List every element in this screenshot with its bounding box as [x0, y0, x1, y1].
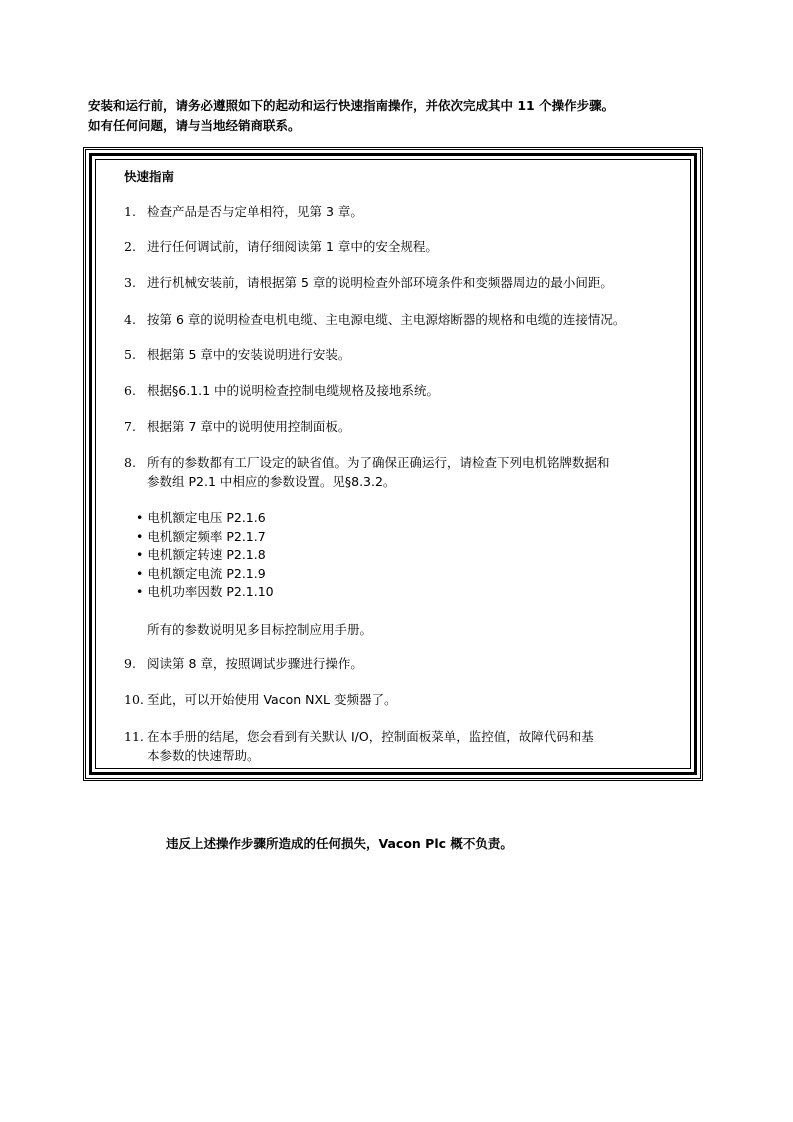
- disclaimer: 违反上述操作步骤所造成的任何损失，Vacon Plc 概不负责。: [166, 836, 513, 851]
- bullet-text: 电机额定电流 P2.1.9: [147, 565, 266, 581]
- step-number: 5.: [124, 347, 136, 362]
- step-number: 11.: [124, 729, 144, 744]
- parameter-bullet: [136, 565, 266, 583]
- parameter-bullet: [136, 509, 266, 527]
- step-number: 8.: [124, 455, 136, 470]
- step-text: 根据§6.1.1 中的说明检查控制电缆规格及接地系统。: [147, 383, 440, 398]
- guide-title: 快速指南: [124, 169, 175, 184]
- bullet-icon: •: [136, 528, 148, 544]
- bullet-text: 电机功率因数 P2.1.10: [147, 584, 274, 600]
- step-text: 所有的参数都有工厂设定的缺省值。为了确保正确运行，请检查下列电机铭牌数据和: [147, 455, 610, 470]
- bullet-icon: •: [136, 510, 148, 525]
- step-number: 4.: [124, 312, 136, 327]
- step-text: 进行任何调试前，请仔细阅读第 1 章中的安全规程。: [147, 239, 438, 254]
- step-text: 根据第 7 章中的说明使用控制面板。: [147, 419, 351, 434]
- parameter-bullet: [136, 546, 266, 564]
- bullet-icon: •: [136, 565, 148, 581]
- step-text: 进行机械安装前，请根据第 5 章的说明检查外部环境条件和变频器周边的最小间距。: [147, 275, 613, 290]
- step-text: 根据第 5 章中的安装说明进行安装。: [147, 347, 351, 362]
- parameter-bullet: [136, 528, 266, 546]
- guide-note: 所有的参数说明见多目标控制应用手册。: [147, 622, 373, 637]
- step-number: 1.: [124, 204, 136, 219]
- intro-line-2: 如有任何问题，请与当地经销商联系。: [88, 118, 301, 133]
- bullet-text: 电机额定电压 P2.1.6: [147, 510, 266, 525]
- step-text: 按第 6 章的说明检查电机电缆、主电源电缆、主电源熔断器的规格和电缆的连接情况。: [147, 312, 626, 327]
- bullet-icon: •: [136, 547, 148, 563]
- step-text-continued: 参数组 P2.1 中相应的参数设置。见§8.3.2。: [147, 474, 396, 489]
- step-number: 3.: [124, 275, 136, 290]
- parameter-bullet: [136, 583, 274, 601]
- step-text: 至此，可以开始使用 Vacon NXL 变频器了。: [147, 692, 397, 707]
- bullet-text: 电机额定频率 P2.1.7: [147, 528, 266, 544]
- step-number: 10.: [124, 692, 144, 707]
- step-text-continued: 本参数的快速帮助。: [147, 748, 260, 763]
- step-number: 7.: [124, 419, 136, 434]
- bullet-text: 电机额定转速 P2.1.8: [147, 547, 266, 563]
- step-number: 9.: [124, 656, 136, 671]
- intro-line-1: 安装和运行前，请务必遵照如下的起动和运行快速指南操作，并依次完成其中 11 个操作步骤。: [88, 98, 615, 113]
- bullet-icon: •: [136, 584, 148, 600]
- step-text: 检查产品是否与定单相符，见第 3 章。: [147, 204, 363, 219]
- step-text: 在本手册的结尾，您会看到有关默认 I/O，控制面板菜单，监控值，故障代码和基: [147, 729, 594, 744]
- step-number: 2.: [124, 239, 136, 254]
- step-text: 阅读第 8 章，按照调试步骤进行操作。: [147, 656, 363, 671]
- step-number: 6.: [124, 383, 136, 398]
